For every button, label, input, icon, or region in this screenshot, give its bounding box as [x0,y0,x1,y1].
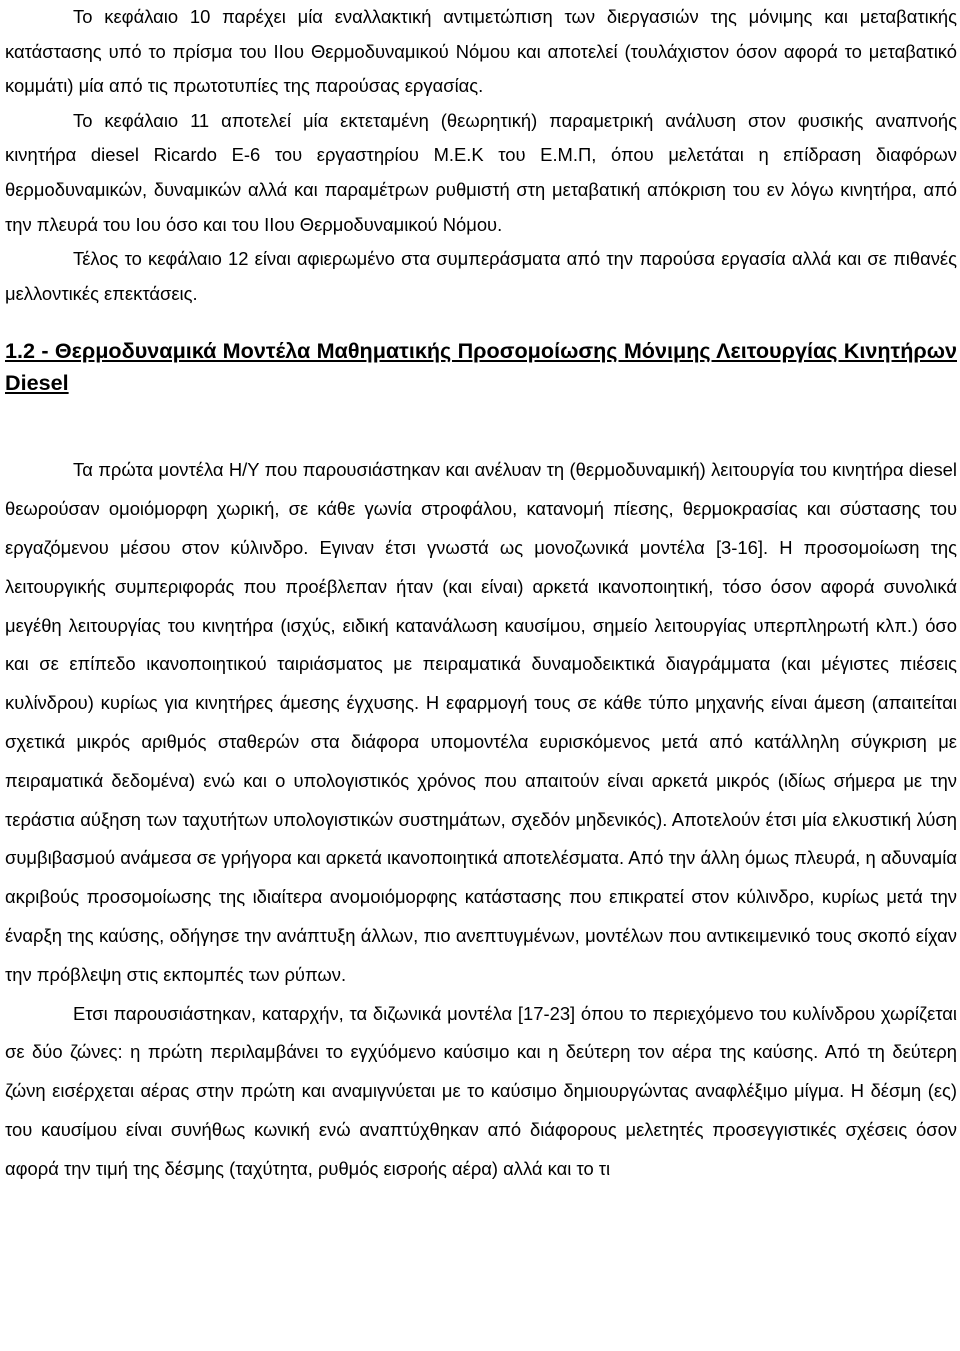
section-heading: 1.2 - Θερμοδυναμικά Μοντέλα Μαθηματικής Προσομοίωσης Μόνιμης Λειτουργίας Κινητήρων Diesel [5,338,957,396]
paragraph-chapter-11: Το κεφάλαιο 11 αποτελεί μία εκτεταμένη (θεωρητική) παραμετρική ανάλυση στον φυσικής αναπνοής κινητήρα diesel Ricardo E-6 του εργαστηρίου Μ.Ε.Κ του Ε.Μ.Π, όπου μελετάται η επίδραση διαφόρων θερμοδυναμικών, δυναμικών αλλά και παραμέτρων ρυθμιστή στη μεταβατική απόκριση του εν λόγω κινητήρα, από την πλευρά του Ιου όσο και του ΙΙου Θερμοδυναμικού Νόμου. [5,109,957,235]
paragraph-chapter-10: Το κεφάλαιο 10 παρέχει μία εναλλακτική αντιμετώπιση των διεργασιών της μόνιμης και μεταβατικής κατάστασης υπό το πρίσμα του ΙΙου Θερμοδυναμικού Νόμου και αποτελεί (τουλάχιστον όσον αφορά το μεταβατικό κομμάτι) μία από τις πρωτοτυπίες της παρούσας εργασίας. [5,6,957,97]
section-body [5,451,957,1188]
paragraph-two-zone-models: Ετσι παρουσιάστηκαν, καταρχήν, τα διζωνικά μοντέλα [17-23] όπου το περιεχόμενο του κυλίνδρου χωρίζεται σε δύο ζώνες: η πρώτη περιλαμβάνει το εγχύόμενο καύσιμο και η δεύτερη τον αέρα της καύσης. Από τη δεύτερη ζώνη εισέρχεται αέρας στην πρώτη και αναμιγνύεται με το καύσιμο δημιουργώντας αναφλέξιμο μίγμα. Η δέσμη (ες) του καυσίμου είναι συνήθως κωνική ενώ αναπτύχθηκαν από διάφορους μελετητές προσεγγιστικές σχέσεις όσον αφορά την τιμή της δέσμης (ταχύτητα, ρυθμός εισροής αέρα) αλλά και το τι [5,1002,957,1179]
paragraph-one-zone-models: Τα πρώτα μοντέλα Η/Υ που παρουσιάστηκαν και ανέλυαν τη (θερμοδυναμική) λειτουργία του κινητήρα diesel θεωρούσαν ομοιόμορφη χωρική, σε κάθε γωνία στροφάλου, κατανομή πίεσης, θερμοκρασίας και σύστασης του εργαζόμενου μέσου στον κύλινδρο. Εγιναν έτσι γνωστά ως μονοζωνικά μοντέλα [3-16]. Η προσομοίωση της λειτουργικής συμπεριφοράς που προέβλεπαν ήταν (και είναι) αρκετά ικανοποιητική, τόσο όσον αφορά συνολικά μεγέθη λειτουργίας του κινητήρα (ισχύς, ειδική κατανάλωση καυσίμου, σημείο λειτουργίας υπερπληρωτή κλπ.) όσο και σε επίπεδο ικανοποιητικού ταιριάσματος με πειραματικά δυναμοδεικτικά διαγράμματα (και μέγιστες πιέσεις κυλίνδρου) κυρίως για κινητήρες άμεσης έγχυσης. Η εφαρμογή τους σε κάθε τύπο μηχανής είναι άμεση (απαιτείται σχετικά μικρός αριθμός σταθερών στα διάφορα υπομοντέλα ευρισκόμενος μετά από κατάλληλη σύγκριση με πειραματικά δεδομένα) ενώ και ο υπολογιστικός χρόνος που απαιτούν είναι αρκετά μικρός (ιδίως σήμερα με την τεράστια αύξηση των ταχυτήτων υπολογιστικών συστημάτων, σχεδόν μηδενικός). Αποτελούν έτσι μία ελκυστική λύση συμβιβασμού ανάμεσα σε γρήγορα και αρκετά ικανοποιητικά αποτελέσματα. Από την άλλη όμως πλευρά, η αδυναμία ακριβούς προσομοίωσης της ιδιαίτερα ανομοιόμορφης κατάστασης που επικρατεί στον κύλινδρο, κυρίως μετά την έναρξη της καύσης, οδήγησε την ανάπτυξη άλλων, πιο ανεπτυγμένων, μοντέλων που αντικειμενικό τους σκοπό είχαν την πρόβλεψη στις εκπομπές των ρύπων. [5,459,957,985]
paragraph-chapter-12: Τέλος το κεφάλαιο 12 είναι αφιερωμένο στα συμπεράσματα από την παρούσα εργασία αλλά και σε πιθανές μελλοντικές επεκτάσεις. [5,248,957,304]
document-page [5,0,957,1188]
intro-text [5,0,957,311]
